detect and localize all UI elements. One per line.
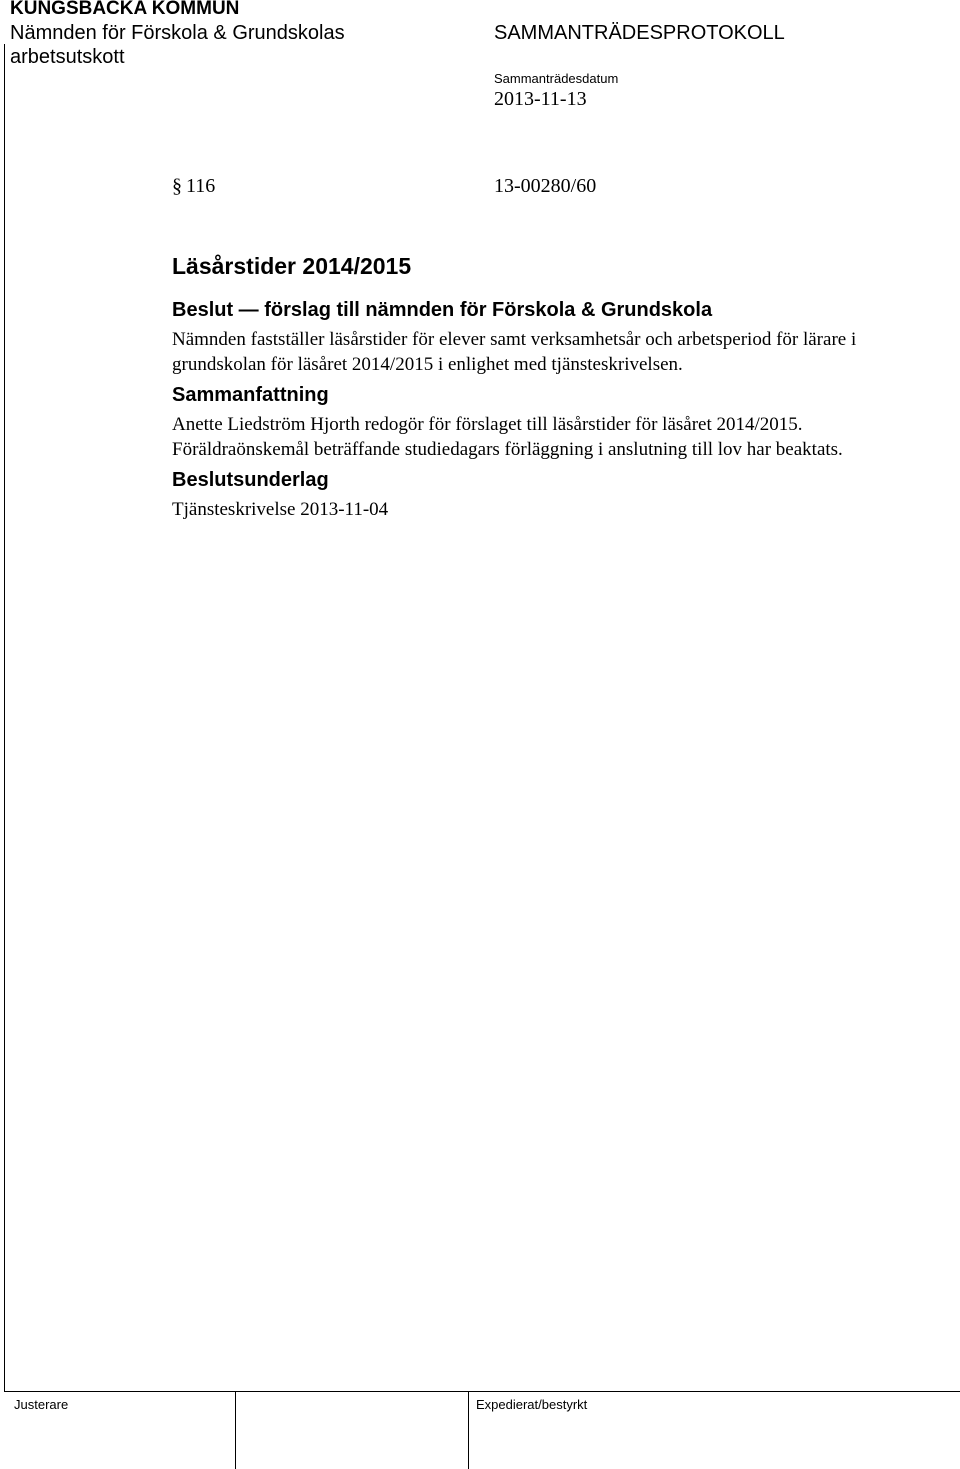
summary-text-2: Föräldraönskemål beträffande studiedagars förläggning i anslutning till lov har beaktats. xyxy=(172,439,843,460)
justerare-label: Justerare xyxy=(14,1397,69,1412)
meeting-date-value: 2013-11-13 xyxy=(494,88,587,110)
section-symbol: § xyxy=(172,175,182,197)
document-body xyxy=(172,252,932,522)
document-title: Läsårstider 2014/2015 xyxy=(172,253,412,279)
decision-heading: Beslut — förslag till nämnden för Förskola & Grundskola xyxy=(172,299,713,321)
footer-column-divider-1 xyxy=(235,1391,236,1469)
organization-unit: Nämnden för Förskola & Grundskolas arbetsutskott xyxy=(10,22,345,68)
footer-divider xyxy=(4,1391,960,1392)
paragraph-reference xyxy=(172,174,597,198)
meeting-date-label: Sammanträdesdatum xyxy=(494,71,619,86)
organization-name: KUNGSBACKA KOMMUN xyxy=(10,0,240,19)
summary-heading: Sammanfattning xyxy=(172,384,329,406)
footer-column-divider-2 xyxy=(468,1391,469,1469)
document-type: SAMMANTRÄDESPROTOKOLL xyxy=(494,22,785,44)
summary-text-1: Anette Liedström Hjorth redogör för förslaget till läsårstider för läsåret 2014/2015. xyxy=(172,414,803,435)
expedierat-label: Expedierat/bestyrkt xyxy=(476,1397,588,1412)
left-border-line xyxy=(4,44,5,1392)
basis-heading: Beslutsunderlag xyxy=(172,469,329,491)
decision-text: Nämnden fastställer läsårstider för elever samt verksamhetsår och arbetsperiod för lärare i grundskolan för läsåret 2014/2015 i enlighet med tjänsteskrivelsen. xyxy=(172,329,857,375)
basis-text: Tjänsteskrivelse 2013-11-04 xyxy=(172,499,389,520)
paragraph-number: 116 xyxy=(186,175,216,197)
diary-number: 13-00280/60 xyxy=(494,175,597,197)
